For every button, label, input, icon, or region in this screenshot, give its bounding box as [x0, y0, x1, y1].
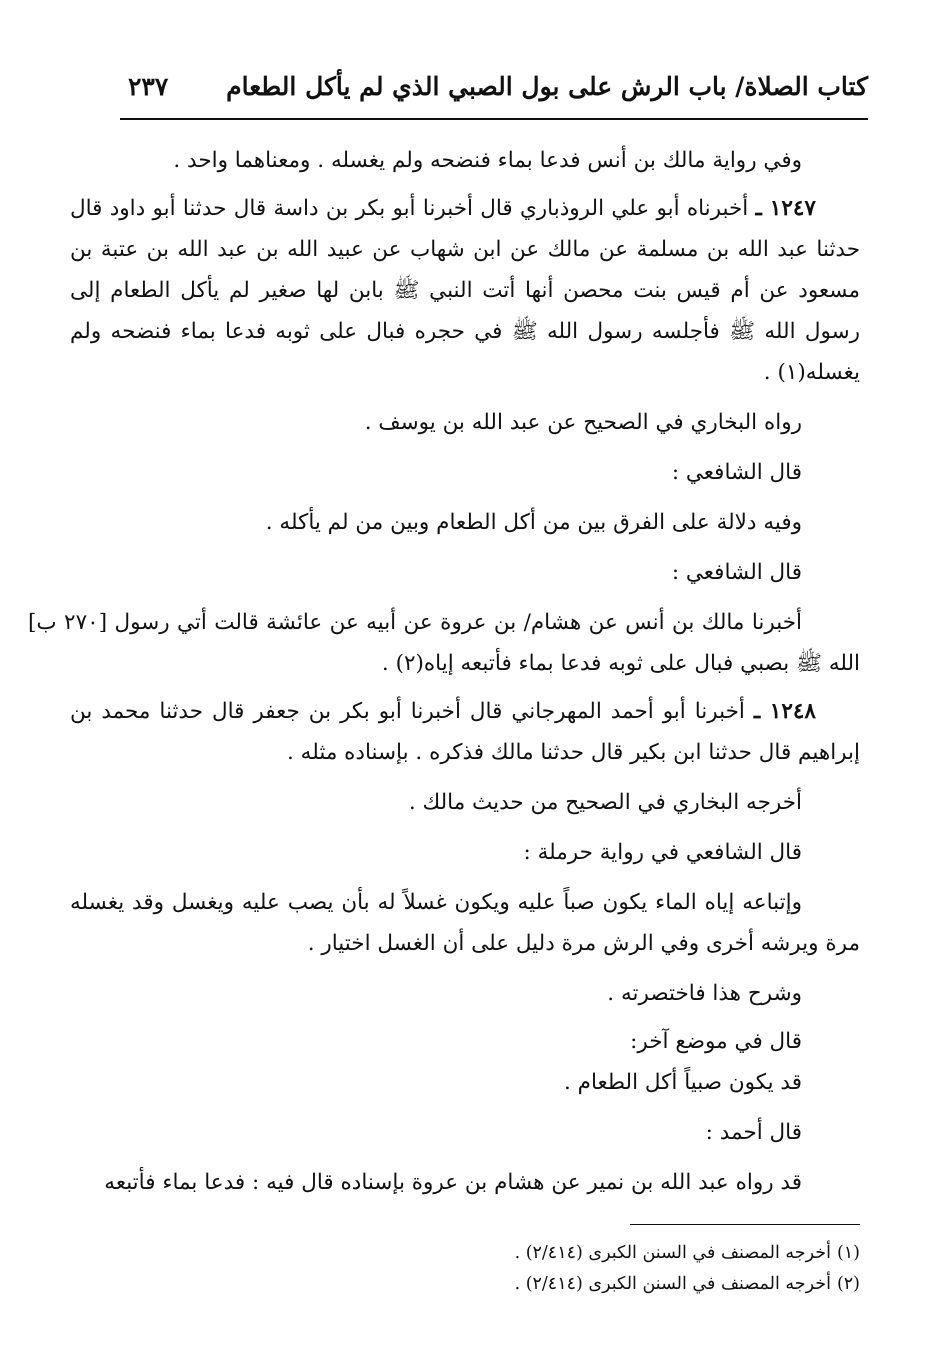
- footnote-mark: (١): [836, 1243, 860, 1263]
- hadith-paragraph: [70, 691, 860, 773]
- paragraph: قال أحمد :: [705, 1120, 802, 1145]
- paragraph: قد يكون صبياً أكل الطعام .: [564, 1070, 802, 1095]
- hadith-number: ١٢٤٨ ـ: [753, 699, 816, 724]
- paragraph: وشرح هذا فاختصرته .: [607, 981, 802, 1006]
- chapter-title: كتاب الصلاة/ باب الرش على بول الصبي الذي لم يأكل الطعام: [226, 72, 868, 101]
- paragraph: أخبرنا مالك بن أنس عن هشام/ بن عروة عن أبيه عن عائشة قالت أتي رسول [٢٧٠ ب] الله ﷺ بصبي فبال على ثوبه فدعا بماء فأتبعه إياه(٢) .: [28, 610, 860, 676]
- paragraph: قال الشافعي :: [671, 460, 802, 485]
- hadith-text: أخبرنا أبو أحمد المهرجاني قال أخبرنا أبو بكر بن جعفر قال حدثنا محمد بن إبراهيم قال حدثنا ابن بكير قال حدثنا مالك فذكره . بإسناده مثله .: [70, 699, 860, 765]
- footnote-text: أخرجه المصنف في السنن الكبرى (٢/٤١٤) .: [514, 1243, 831, 1263]
- footnote-divider: [630, 1224, 860, 1225]
- footnotes: [340, 1238, 860, 1300]
- footnote: [340, 1269, 860, 1300]
- hadith-text: أخبرناه أبو علي الروذباري قال أخبرنا أبو بكر بن داسة قال حدثنا أبو داود قال حدثنا عبد الله بن مسلمة عن مالك عن ابن شهاب عن عبيد الله بن عبد الله بن عتبة بن مسعود عن أم قيس بنت محصن أنها أتت النبي ﷺ بابن لها صغير لم يأكل الطعام إلى رسول الله ﷺ فأجلسه رسول الله ﷺ في حجره فبال على ثوبه فدعا بماء فنضحه ولم يغسله(١) .: [70, 196, 860, 385]
- paragraph: وفيه دلالة على الفرق بين من أكل الطعام وبين من لم يأكله .: [265, 510, 802, 535]
- paragraph: أخرجه البخاري في الصحيح من حديث مالك .: [408, 790, 802, 815]
- footnote: [340, 1238, 860, 1269]
- main-text: [28, 140, 860, 1203]
- footnote-mark: (٢): [836, 1274, 860, 1294]
- paragraph: وفي رواية مالك بن أنس فدعا بماء فنضحه ولم يغسله . ومعناهما واحد .: [173, 148, 802, 173]
- paragraph: وإتباعه إياه الماء يكون صباً عليه ويكون غسلاً له بأن يصب عليه ويغسل وقد يغسله مرة ويرشه أخرى وفي الرش مرة دليل على أن الغسل اختيار .: [70, 890, 860, 956]
- hadith-paragraph: [70, 188, 860, 393]
- paragraph: قال الشافعي :: [671, 560, 802, 585]
- paragraph: قال في موضع آخر:: [630, 1029, 802, 1054]
- running-header: [120, 68, 868, 120]
- page-number: ٢٣٧: [128, 72, 169, 101]
- paragraph: رواه البخاري في الصحيح عن عبد الله بن يوسف .: [364, 410, 802, 435]
- paragraph: قال الشافعي في رواية حرملة :: [523, 840, 802, 865]
- footnote-text: أخرجه المصنف في السنن الكبرى (٢/٤١٤) .: [514, 1274, 831, 1294]
- hadith-number: ١٢٤٧ ـ: [755, 196, 816, 221]
- paragraph: قد رواه عبد الله بن نمير عن هشام بن عروة بإسناده قال فيه : فدعا بماء فأتبعه: [104, 1170, 802, 1195]
